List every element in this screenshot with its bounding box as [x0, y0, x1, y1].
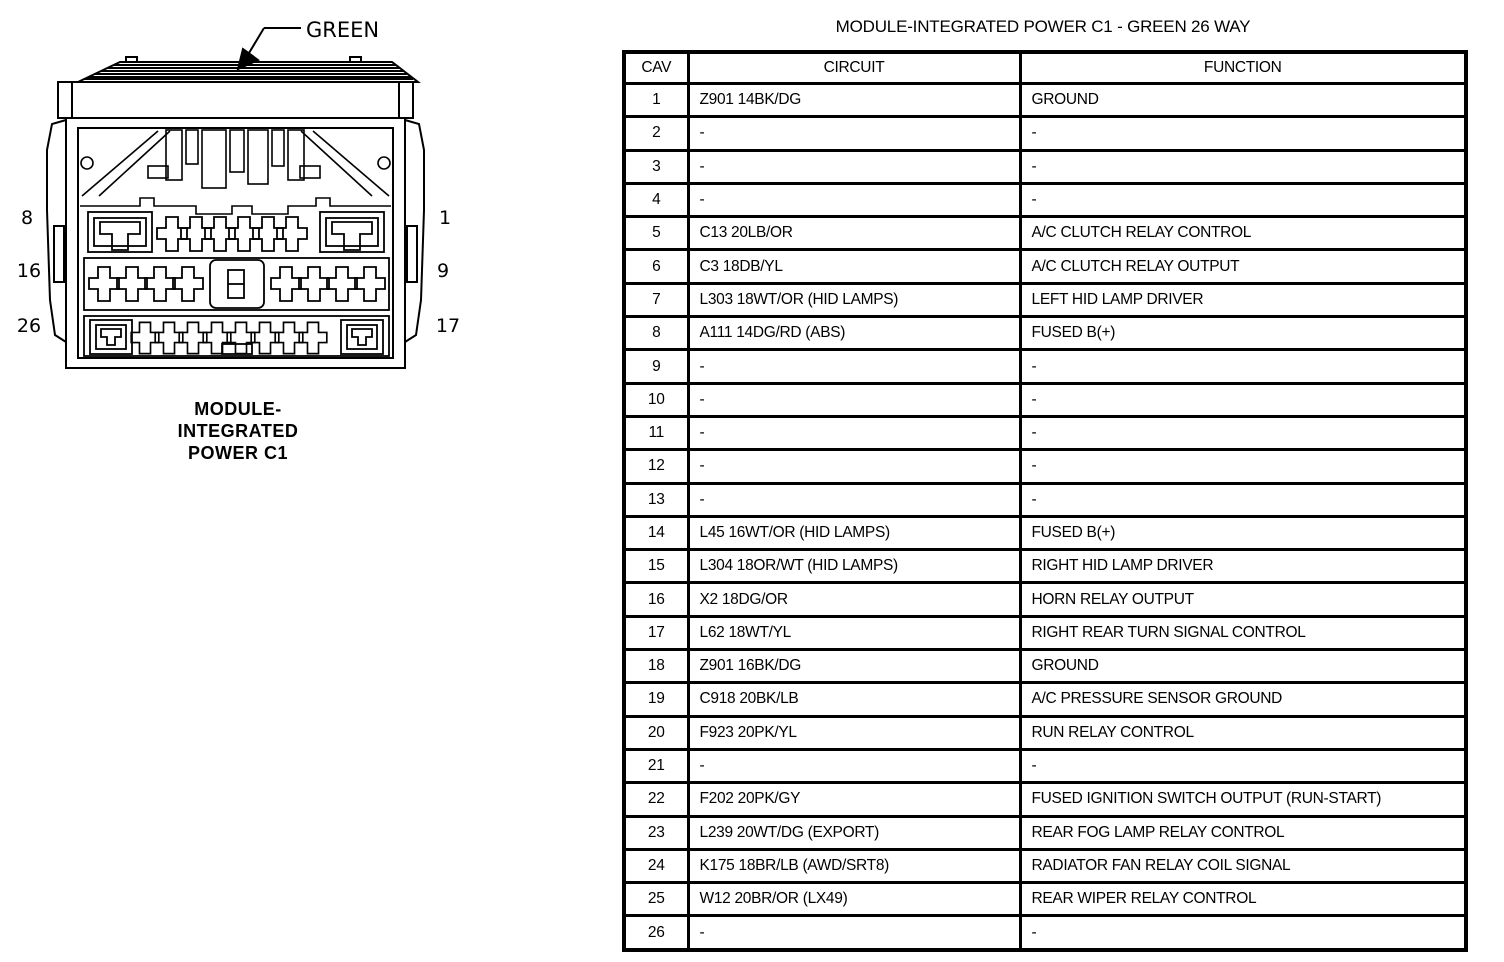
table-row [624, 883, 1466, 916]
circuit-cell: F202 20PK/GY [688, 783, 1020, 816]
table-row [624, 749, 1466, 782]
table-row [624, 283, 1466, 316]
connector-interior-detail [80, 130, 391, 214]
cav-cell: 20 [624, 716, 688, 749]
table-row [624, 816, 1466, 849]
table-row [624, 317, 1466, 350]
circuit-cell: C918 20BK/LB [688, 683, 1020, 716]
circuit-cell: F923 20PK/YL [688, 716, 1020, 749]
circuit-cell: - [688, 483, 1020, 516]
function-cell: RIGHT HID LAMP DRIVER [1020, 550, 1466, 583]
table-row [624, 450, 1466, 483]
pinout-table [622, 50, 1468, 952]
col-header-cav: CAV [624, 52, 688, 84]
pinout-table-body [624, 84, 1466, 950]
pin-label-8: 8 [20, 207, 34, 229]
table-row [624, 516, 1466, 549]
cav-cell: 13 [624, 483, 688, 516]
cav-cell: 12 [624, 450, 688, 483]
caption-line-2: INTEGRATED [177, 421, 299, 441]
circuit-cell: X2 18DG/OR [688, 583, 1020, 616]
function-cell: A/C CLUTCH RELAY OUTPUT [1020, 250, 1466, 283]
circuit-cell: L62 18WT/YL [688, 616, 1020, 649]
connector-band [58, 82, 413, 118]
cav-cell: 14 [624, 516, 688, 549]
circuit-cell: A111 14DG/RD (ABS) [688, 317, 1020, 350]
cav-cell: 9 [624, 350, 688, 383]
function-cell: - [1020, 416, 1466, 449]
cav-cell: 18 [624, 650, 688, 683]
function-cell: - [1020, 150, 1466, 183]
pin-label-9: 9 [436, 260, 450, 282]
cav-cell: 7 [624, 283, 688, 316]
caption-line-3: POWER C1 [187, 443, 288, 463]
table-row [624, 416, 1466, 449]
cav-cell: 26 [624, 916, 688, 950]
function-cell: A/C CLUTCH RELAY CONTROL [1020, 217, 1466, 250]
function-cell: GROUND [1020, 650, 1466, 683]
col-header-circuit: CIRCUIT [688, 52, 1020, 84]
circuit-cell: Z901 16BK/DG [688, 650, 1020, 683]
function-cell: LEFT HID LAMP DRIVER [1020, 283, 1466, 316]
table-row [624, 383, 1466, 416]
terminal-row-1 [88, 212, 384, 252]
cav-cell: 2 [624, 117, 688, 150]
function-cell: HORN RELAY OUTPUT [1020, 583, 1466, 616]
circuit-cell: C13 20LB/OR [688, 217, 1020, 250]
function-cell: - [1020, 749, 1466, 782]
circuit-cell: - [688, 450, 1020, 483]
table-row [624, 616, 1466, 649]
circuit-cell: - [688, 416, 1020, 449]
cav-cell: 21 [624, 749, 688, 782]
function-cell: RIGHT REAR TURN SIGNAL CONTROL [1020, 616, 1466, 649]
cav-cell: 16 [624, 583, 688, 616]
function-cell: - [1020, 450, 1466, 483]
table-row [624, 217, 1466, 250]
terminal-row-3 [84, 316, 389, 356]
table-title: MODULE-INTEGRATED POWER C1 - GREEN 26 WAY [835, 17, 1251, 36]
function-cell: RUN RELAY CONTROL [1020, 716, 1466, 749]
circuit-cell: L45 16WT/OR (HID LAMPS) [688, 516, 1020, 549]
pin-label-17: 17 [435, 315, 461, 337]
cav-cell: 25 [624, 883, 688, 916]
connector-front-view-drawing [0, 0, 470, 380]
circuit-cell: L239 20WT/DG (EXPORT) [688, 816, 1020, 849]
col-header-function: FUNCTION [1020, 52, 1466, 84]
cav-cell: 23 [624, 816, 688, 849]
circuit-cell: - [688, 916, 1020, 950]
table-row [624, 716, 1466, 749]
function-cell: - [1020, 483, 1466, 516]
header-row [624, 52, 1466, 84]
function-cell: - [1020, 916, 1466, 950]
cav-cell: 22 [624, 783, 688, 816]
table-row [624, 583, 1466, 616]
table-row [624, 550, 1466, 583]
circuit-cell: K175 18BR/LB (AWD/SRT8) [688, 849, 1020, 882]
table-row [624, 783, 1466, 816]
table-row [624, 849, 1466, 882]
function-cell: REAR FOG LAMP RELAY CONTROL [1020, 816, 1466, 849]
pin-label-1: 1 [438, 207, 452, 229]
function-cell: GROUND [1020, 84, 1466, 117]
table-row [624, 483, 1466, 516]
caption-line-1: MODULE- [194, 399, 282, 419]
pin-label-26: 26 [16, 315, 42, 337]
cav-cell: 17 [624, 616, 688, 649]
cav-cell: 3 [624, 150, 688, 183]
cav-cell: 6 [624, 250, 688, 283]
circuit-cell: - [688, 383, 1020, 416]
circuit-cell: - [688, 183, 1020, 216]
function-cell: FUSED B(+) [1020, 516, 1466, 549]
cav-cell: 8 [624, 317, 688, 350]
cav-cell: 1 [624, 84, 688, 117]
cav-cell: 11 [624, 416, 688, 449]
green-label: GREEN [306, 18, 380, 42]
function-cell: A/C PRESSURE SENSOR GROUND [1020, 683, 1466, 716]
table-row [624, 84, 1466, 117]
connector-diagram-area [0, 0, 480, 520]
function-cell: REAR WIPER RELAY CONTROL [1020, 883, 1466, 916]
function-cell: - [1020, 383, 1466, 416]
cav-cell: 4 [624, 183, 688, 216]
connector-caption [150, 398, 326, 464]
table-row [624, 183, 1466, 216]
circuit-cell: L304 18OR/WT (HID LAMPS) [688, 550, 1020, 583]
table-row [624, 916, 1466, 950]
function-cell: - [1020, 350, 1466, 383]
terminal-row-2 [84, 258, 389, 310]
cav-cell: 10 [624, 383, 688, 416]
function-cell: RADIATOR FAN RELAY COIL SIGNAL [1020, 849, 1466, 882]
circuit-cell: L303 18WT/OR (HID LAMPS) [688, 283, 1020, 316]
function-cell: - [1020, 183, 1466, 216]
cav-cell: 19 [624, 683, 688, 716]
cav-cell: 24 [624, 849, 688, 882]
circuit-cell: W12 20BR/OR (LX49) [688, 883, 1020, 916]
circuit-cell: - [688, 150, 1020, 183]
circuit-cell: C3 18DB/YL [688, 250, 1020, 283]
cav-cell: 5 [624, 217, 688, 250]
circuit-cell: - [688, 350, 1020, 383]
function-cell: FUSED B(+) [1020, 317, 1466, 350]
table-row [624, 117, 1466, 150]
circuit-cell: Z901 14BK/DG [688, 84, 1020, 117]
table-row [624, 350, 1466, 383]
table-row [624, 650, 1466, 683]
table-row [624, 683, 1466, 716]
table-row [624, 250, 1466, 283]
pin-label-16: 16 [16, 260, 42, 282]
function-cell: FUSED IGNITION SWITCH OUTPUT (RUN-START) [1020, 783, 1466, 816]
table-row [624, 150, 1466, 183]
circuit-cell: - [688, 117, 1020, 150]
circuit-cell: - [688, 749, 1020, 782]
cav-cell: 15 [624, 550, 688, 583]
function-cell: - [1020, 117, 1466, 150]
